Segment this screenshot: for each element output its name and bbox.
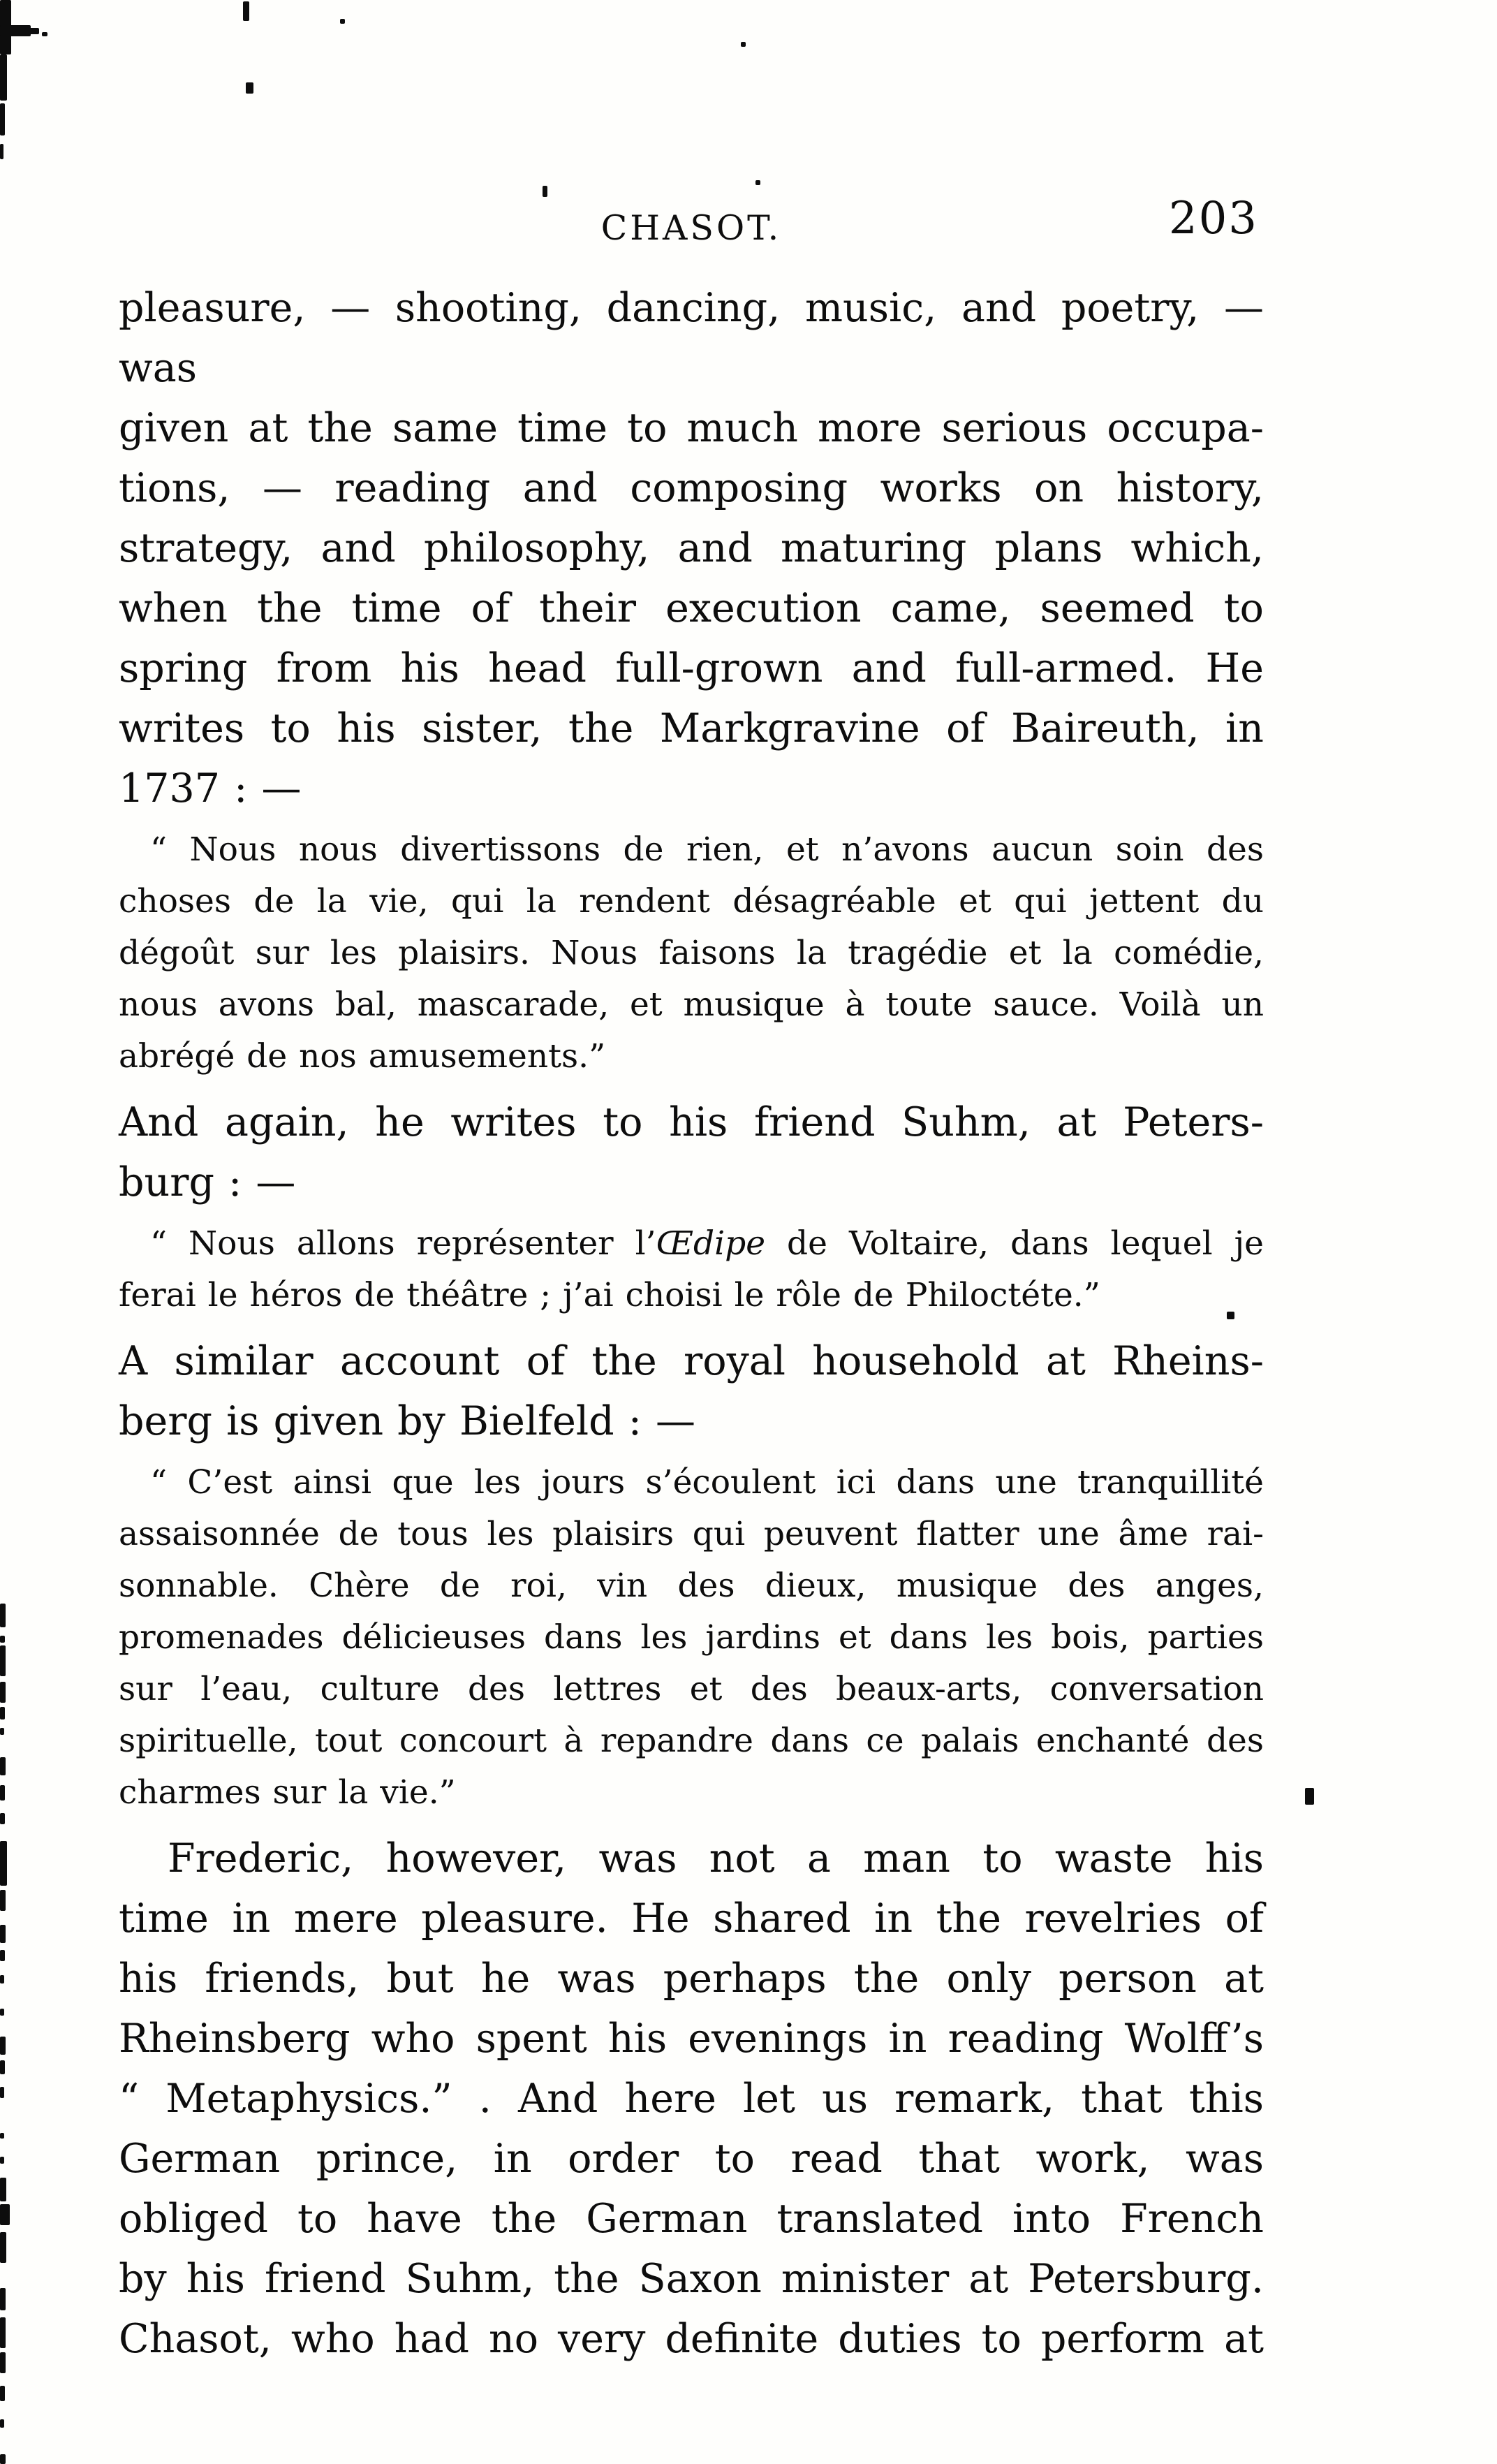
scan-artifact-mark xyxy=(543,186,547,197)
scan-artifact-mark xyxy=(0,2352,6,2373)
scan-artifact-mark xyxy=(42,32,47,36)
scan-artifact-mark xyxy=(0,1813,5,1824)
text-line: when the time of their execution came, seemed to xyxy=(119,585,1264,631)
text-line: A similar account of the royal household at Rheins- xyxy=(119,1338,1264,1384)
text-line: burg : — xyxy=(119,1159,296,1205)
text-line: strategy, and philosophy, and maturing plans which, xyxy=(119,525,1264,571)
scan-artifact-mark xyxy=(0,2454,6,2464)
scan-artifact-mark xyxy=(0,1950,5,1961)
scan-artifact-mark xyxy=(0,2386,5,2401)
text-line: dégoût sur les plaisirs. Nous faisons la tragédie et la comédie, xyxy=(119,934,1264,972)
text-line: his friends, but he was perhaps the only person at xyxy=(119,1956,1264,2002)
scan-artifact-mark xyxy=(0,1757,6,1775)
text-line: time in mere pleasure. He shared in the revelries of xyxy=(119,1895,1264,1942)
scan-artifact-mark xyxy=(25,28,39,34)
scan-artifact-mark xyxy=(243,1,249,21)
block-quote xyxy=(119,1457,1264,1819)
text-line: “ Nous allons représenter l’Œdipe de Voltaire, dans lequel je xyxy=(150,1224,1264,1263)
text-line: “ Nous nous divertissons de rien, et n’avons aucun soin des xyxy=(150,830,1264,869)
text-line: berg is given by Bielfeld : — xyxy=(119,1398,696,1444)
text-line: sonnable. Chère de roi, vin des dieux, musique des anges, xyxy=(119,1567,1264,1605)
running-head-title: CHASOT. xyxy=(600,208,782,248)
text-line: nous avons bal, mascarade, et musique à toute sauce. Voilà un xyxy=(119,985,1264,1024)
scan-artifact-mark xyxy=(0,1604,6,1627)
text-line: charmes sur la vie.” xyxy=(119,1773,456,1812)
scan-artifact-mark xyxy=(0,1707,5,1719)
scan-artifact-mark xyxy=(755,180,760,185)
paragraph xyxy=(119,278,1264,819)
text-line: pleasure, — shooting, dancing, music, and poetry, — was xyxy=(119,285,1264,391)
block-quote xyxy=(119,1218,1264,1321)
scan-artifact-mark xyxy=(246,82,253,94)
scan-artifact-mark xyxy=(0,1682,6,1703)
text-line: by his friend Suhm, the Saxon minister at Petersburg. xyxy=(119,2256,1264,2302)
scan-artifact-mark xyxy=(0,2232,6,2263)
text-line: promenades délicieuses dans les jardins et dans les bois, parties xyxy=(119,1618,1264,1657)
page-header xyxy=(119,193,1264,251)
text-line: abrégé de nos amusements.” xyxy=(119,1037,606,1076)
text-line: assaisonnée de tous les plaisirs qui peuvent flatter une âme rai- xyxy=(119,1515,1264,1553)
scan-artifact-mark xyxy=(340,19,345,24)
scan-artifact-mark xyxy=(741,42,746,47)
text-line: “ Metaphysics.” . And here let us remark, that this xyxy=(119,2076,1264,2122)
scan-artifact-mark xyxy=(0,1975,4,1983)
scan-artifact-mark xyxy=(0,2060,5,2074)
scan-artifact-mark xyxy=(0,1645,6,1676)
scan-artifact-mark xyxy=(0,2133,4,2139)
paragraph xyxy=(119,1092,1264,1212)
text-line: given at the same time to much more serious occupa- xyxy=(119,405,1264,451)
text-line: tions, — reading and composing works on history, xyxy=(119,465,1264,511)
scan-artifact-mark xyxy=(0,54,7,101)
scan-artifact-mark xyxy=(1227,1312,1234,1319)
scan-artifact-mark xyxy=(0,103,5,135)
text-line: 1737 : — xyxy=(119,765,302,812)
scan-artifact-mark xyxy=(0,2157,4,2164)
scan-artifact-mark xyxy=(0,1636,5,1643)
text-line: obliged to have the German translated into French xyxy=(119,2196,1264,2242)
scan-artifact-mark xyxy=(0,2087,4,2098)
text-line: Rheinsberg who spent his evenings in reading Wolff’s xyxy=(119,2016,1264,2062)
page-number: 203 xyxy=(1168,193,1258,244)
text-line: spring from his head full-grown and full-armed. He xyxy=(119,645,1264,691)
text-line: And again, he writes to his friend Suhm, at Peters- xyxy=(119,1099,1264,1145)
scan-artifact-mark xyxy=(1305,1788,1314,1805)
scan-artifact-mark xyxy=(0,2204,10,2225)
scan-artifact-mark xyxy=(0,1785,5,1801)
text-line: spirituelle, tout concourt à repandre dans ce palais enchanté des xyxy=(119,1722,1264,1760)
scan-artifact-mark xyxy=(0,1841,7,1886)
scan-artifact-mark xyxy=(0,2178,6,2201)
paragraph xyxy=(119,1331,1264,1451)
text-line: “ C’est ainsi que les jours s’écoulent ici dans une tranquillité xyxy=(150,1463,1264,1502)
text-line: Frederic, however, was not a man to waste his xyxy=(168,1835,1264,1882)
scan-artifact-mark xyxy=(0,2419,4,2428)
scan-artifact-mark xyxy=(0,2317,6,2348)
paragraph xyxy=(119,1828,1264,2369)
scan-artifact-mark xyxy=(0,1925,6,1943)
text-line: German prince, in order to read that work, was xyxy=(119,2136,1264,2182)
scan-artifact-mark xyxy=(0,2009,4,2016)
scan-artifact-mark xyxy=(0,2037,6,2055)
scan-artifact-mark xyxy=(0,2288,6,2310)
scan-artifact-mark xyxy=(0,1728,4,1735)
text-line: ferai le héros de théâtre ; j’ai choisi le rôle de Philoctéte.” xyxy=(119,1276,1100,1314)
scan-artifact-mark xyxy=(0,1890,6,1911)
block-quote xyxy=(119,824,1264,1083)
text-line: choses de la vie, qui la rendent désagréable et qui jettent du xyxy=(119,882,1264,921)
text-line: sur l’eau, culture des lettres et des beaux-arts, conversation xyxy=(119,1670,1264,1708)
text-line: writes to his sister, the Markgravine of Baireuth, in xyxy=(119,705,1264,751)
scan-artifact-mark xyxy=(0,144,3,159)
text-column xyxy=(119,278,1264,2369)
text-line: Chasot, who had no very definite duties to perform at xyxy=(119,2316,1264,2362)
